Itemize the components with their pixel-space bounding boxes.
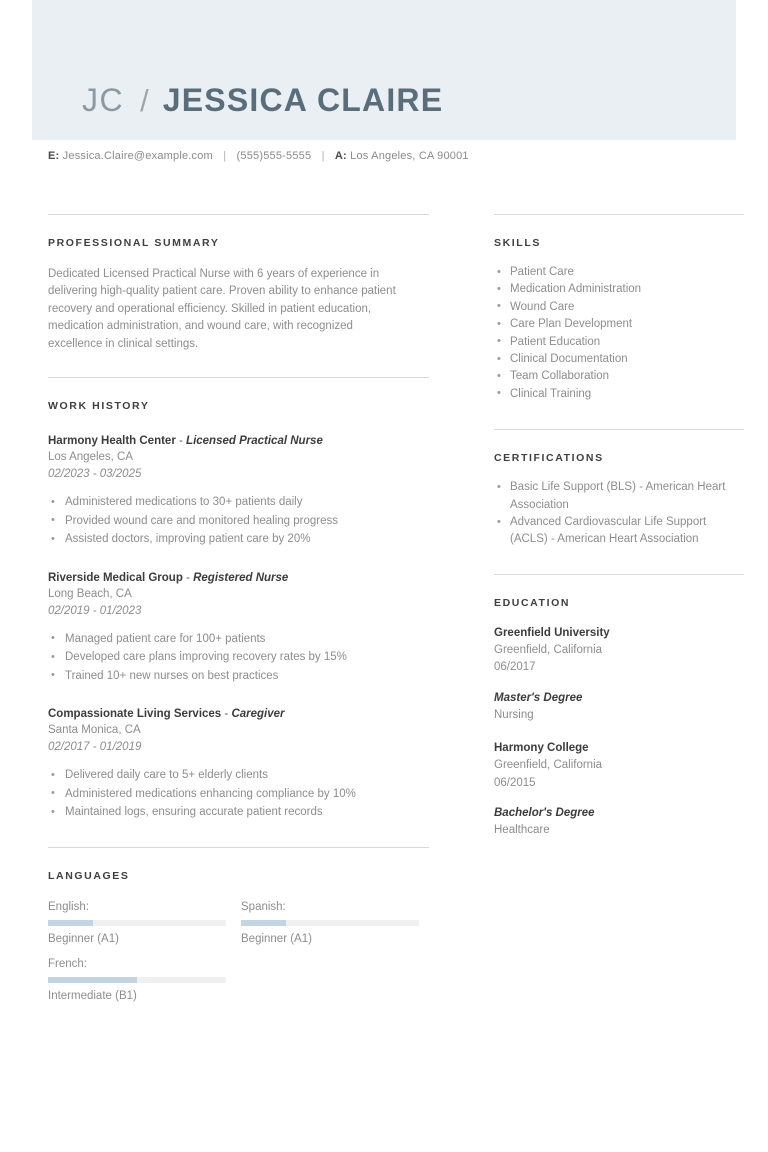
name-separator: /: [140, 83, 149, 118]
language-progress-fill: [48, 977, 137, 983]
education-location: Greenfield, California: [494, 759, 603, 772]
address-label: A:: [334, 150, 347, 162]
job-bullet: • Managed patient care for 100+ patients: [48, 630, 429, 649]
education-school: Greenfield University: [494, 626, 610, 639]
job-title-line: [48, 706, 429, 722]
divider-professional-summary: [48, 214, 429, 215]
section-title-languages: LANGUAGES: [48, 869, 130, 882]
education-degree: Master's Degree: [494, 691, 583, 704]
job-organization: Compassionate Living Services: [48, 708, 222, 721]
work-history-entry: [48, 706, 429, 822]
job-dash: -: [221, 708, 232, 721]
language-level: Beginner (A1): [241, 932, 312, 945]
job-bullet-list: [48, 630, 429, 686]
divider-languages: [48, 847, 429, 848]
language-progress-fill: [48, 920, 93, 926]
job-bullet: • Maintained logs, ensuring accurate patient records: [48, 803, 429, 822]
languages-grid: [48, 898, 429, 1006]
education-degree-block: [494, 690, 744, 725]
email-value[interactable]: Jessica.Claire@example.com: [62, 150, 213, 162]
language-progress-fill: [241, 920, 286, 926]
job-title-line: [48, 570, 429, 586]
job-bullet-list: [48, 766, 429, 822]
skill-item: • Clinical Training: [494, 386, 744, 403]
job-dates: 02/2023 - 03/2025: [48, 468, 142, 481]
education-date: 06/2015: [494, 776, 536, 789]
divider-work-history: [48, 377, 429, 378]
job-role: Licensed Practical Nurse: [186, 435, 323, 448]
education-field: Nursing: [494, 708, 534, 721]
full-name: JESSICA CLAIRE: [162, 82, 444, 118]
skill-item: • Patient Care: [494, 264, 744, 281]
left-column: [48, 214, 429, 1006]
language-progress-track: [48, 977, 226, 983]
skill-item: • Medication Administration: [494, 281, 744, 298]
work-history-entry: [48, 570, 429, 686]
job-title-line: [48, 433, 429, 449]
job-bullet: • Administered medications enhancing compliance by 10%: [48, 785, 429, 804]
job-role: Caregiver: [231, 708, 285, 721]
education-entry: [494, 625, 744, 677]
work-history-entry: [48, 433, 429, 549]
section-title-skills: SKILLS: [494, 237, 541, 249]
contact-divider-1: |: [223, 150, 227, 162]
education-degree-block: [494, 805, 744, 840]
language-level: Intermediate (B1): [48, 989, 137, 1002]
job-bullet: • Provided wound care and monitored healing progress: [48, 512, 429, 531]
skill-item: • Care Plan Development: [494, 316, 744, 333]
certification-item: • Basic Life Support (BLS) - American Heart Association: [494, 479, 744, 514]
job-bullet: • Delivered daily care to 5+ elderly clients: [48, 766, 429, 785]
skill-item: • Team Collaboration: [494, 368, 744, 385]
language-name: Spanish:: [241, 900, 286, 913]
section-title-education: EDUCATION: [494, 596, 571, 609]
job-location: Long Beach, CA: [48, 587, 132, 600]
job-organization: Riverside Medical Group: [48, 571, 183, 584]
contact-line: [48, 150, 469, 162]
skill-item: • Patient Education: [494, 334, 744, 351]
education-location: Greenfield, California: [494, 643, 603, 656]
job-role: Registered Nurse: [193, 571, 289, 584]
contact-divider-2: |: [321, 150, 325, 162]
right-column: [494, 214, 744, 840]
divider-skills: [494, 214, 744, 215]
section-title-professional-summary: PROFESSIONAL SUMMARY: [48, 237, 220, 249]
language-progress-track: [48, 920, 226, 926]
email-label: E:: [48, 150, 60, 162]
professional-summary-body: Dedicated Licensed Practical Nurse with 6 years of experience in delivering high-quality patient care. Proven ability to enhance patient recovery and operational efficiency. Skilled in patient education, medication administration, and wound care, with recognized excellence in clinical settings.: [48, 268, 396, 350]
divider-education: [494, 574, 744, 575]
job-location: Los Angeles, CA: [48, 451, 134, 464]
job-dates: 02/2017 - 01/2019: [48, 741, 142, 754]
job-bullet: • Trained 10+ new nurses on best practices: [48, 667, 429, 686]
skill-item: • Wound Care: [494, 299, 744, 316]
divider-certifications: [494, 429, 744, 430]
phone-value[interactable]: (555)555-5555: [236, 150, 312, 162]
education-entry: [494, 740, 744, 792]
language-item: [48, 955, 226, 1006]
job-location: Santa Monica, CA: [48, 724, 141, 737]
language-item: [48, 898, 226, 949]
section-title-certifications: CERTIFICATIONS: [494, 452, 604, 465]
education-degree: Bachelor's Degree: [494, 807, 595, 820]
job-dates: 02/2019 - 01/2023: [48, 604, 142, 617]
certification-item: • Advanced Cardiovascular Life Support (ACLS) - American Heart Association: [494, 514, 744, 549]
language-level: Beginner (A1): [48, 932, 119, 945]
address-value: Los Angeles, CA 90001: [350, 150, 469, 162]
header-banner: [32, 0, 736, 140]
skills-list: [494, 264, 744, 403]
name-heading: [82, 82, 443, 119]
job-dash: -: [175, 435, 187, 448]
certifications-list: [494, 479, 744, 549]
language-progress-track: [241, 920, 419, 926]
language-name: French:: [48, 957, 87, 970]
job-bullet: • Developed care plans improving recovery rates by 15%: [48, 648, 429, 667]
language-name: English:: [48, 900, 89, 913]
job-bullet: • Administered medications to 30+ patients daily: [48, 493, 429, 512]
education-school: Harmony College: [494, 742, 589, 755]
education-date: 06/2017: [494, 661, 536, 674]
job-bullet: • Assisted doctors, improving patient care by 20%: [48, 530, 429, 549]
skill-item: • Clinical Documentation: [494, 351, 744, 368]
education-field: Healthcare: [494, 824, 550, 837]
initials-monogram: JC: [82, 82, 125, 118]
job-dash: -: [182, 571, 194, 584]
section-title-work-history: WORK HISTORY: [48, 400, 150, 413]
job-organization: Harmony Health Center: [48, 435, 176, 448]
job-bullet-list: [48, 493, 429, 549]
language-item: [241, 898, 419, 949]
